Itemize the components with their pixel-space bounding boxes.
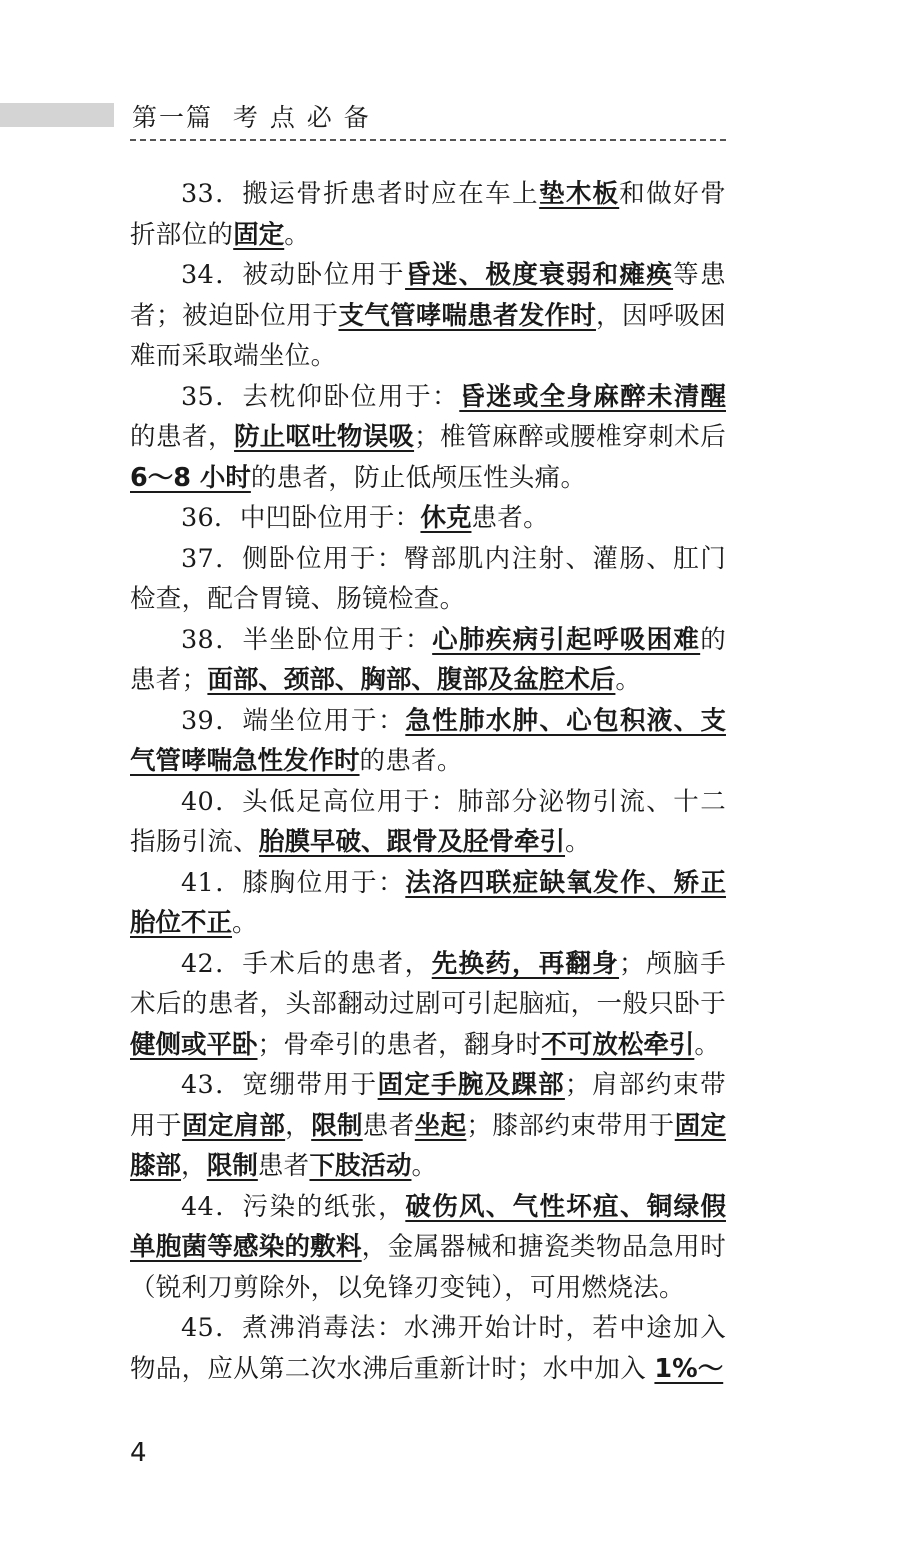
body-text: 33．搬运骨折患者时应在车上	[181, 179, 540, 209]
body-text: 39．端坐位用于：	[181, 705, 406, 736]
page-number: 4	[130, 1438, 147, 1468]
body-text: 患者	[362, 1110, 415, 1141]
body-text: 36．中凹卧位用于：	[181, 503, 421, 533]
body-text: ，	[181, 1151, 207, 1181]
body-text: ；椎管麻醉或腰椎穿刺术后	[414, 422, 726, 452]
body-text: 44．污染的纸张，	[181, 1191, 406, 1222]
body-text: 34．被动卧位用于	[181, 260, 406, 290]
key-term: 休克	[420, 503, 472, 533]
key-term: 限制	[311, 1110, 363, 1141]
key-term: 固定膝部	[130, 1110, 726, 1181]
body-text: 37．侧卧位用于：臀部肌内注射、灌肠、肛门检查，配合胃镜、肠镜检查。	[130, 543, 726, 614]
body-text: 。	[411, 1151, 438, 1181]
item-paragraph	[130, 1065, 726, 1187]
key-term: 垫木板	[539, 179, 620, 209]
body-text: 41．膝胸位用于：	[181, 867, 406, 898]
content-body	[130, 174, 726, 1389]
body-text: 和做好骨折部位的	[130, 179, 726, 250]
item-paragraph	[130, 1308, 726, 1389]
key-term: 下肢活动	[309, 1151, 412, 1181]
key-term: 6～8 小时	[130, 462, 251, 493]
body-text: ，	[285, 1110, 312, 1141]
page-header-title: 第一篇 考 点 必 备	[132, 103, 371, 132]
header-dashed-divider	[130, 139, 726, 141]
body-text: 。	[615, 665, 642, 695]
body-text: 患者。	[471, 503, 549, 533]
key-term: 破伤风、气性坏疽、铜绿假单胞菌等感染的敷料	[130, 1191, 726, 1262]
item-paragraph	[130, 944, 726, 1066]
item-paragraph	[130, 174, 726, 255]
key-term: 急性肺水肿、心包积液、支气管哮喘急性发作时	[130, 705, 726, 776]
body-text: 的患者，防止低颅压性头痛。	[250, 462, 587, 493]
item-paragraph	[130, 255, 726, 377]
key-term: 胎膜早破、跟骨及胫骨牵引	[259, 827, 566, 857]
body-text: 。	[284, 219, 311, 250]
body-text: 等患者；被迫卧位用于	[130, 260, 726, 331]
item-paragraph	[130, 498, 726, 539]
key-term: 面部、颈部、胸部、腹部及盆腔术后	[207, 665, 616, 695]
body-text: 45．煮沸消毒法：水沸开始计时，若中途加入物品，应从第二次水沸后重新计时；水中加入	[130, 1313, 726, 1384]
body-text: 的患者。	[359, 746, 463, 776]
key-term: 固定手腕及踝部	[377, 1070, 565, 1100]
key-term: 支气管哮喘患者发作时	[338, 300, 596, 331]
item-paragraph	[130, 782, 726, 863]
item-paragraph	[130, 863, 726, 944]
body-text: 38．半坐卧位用于：	[181, 624, 433, 655]
item-paragraph	[130, 701, 726, 782]
item-paragraph	[130, 1187, 726, 1309]
body-text: 患者	[257, 1151, 310, 1181]
key-term: 心肺疾病引起呼吸困难	[432, 624, 701, 655]
key-term: 先换药，再翻身	[431, 948, 620, 979]
key-term: 不可放松牵引	[541, 1029, 695, 1060]
key-term: 坐起	[414, 1110, 467, 1141]
body-text: ；肩部约束带用于	[130, 1070, 726, 1141]
body-text: 的患者，	[130, 422, 235, 452]
body-text: 。	[694, 1029, 721, 1060]
key-term: 固定	[233, 219, 285, 250]
body-text: 。	[232, 908, 258, 938]
item-paragraph	[130, 620, 726, 701]
key-term: 1%～	[654, 1353, 724, 1384]
body-text: 35．去枕仰卧位用于：	[181, 381, 460, 412]
body-text: 。	[565, 827, 591, 857]
key-term: 昏迷、极度衰弱和瘫痪	[405, 260, 674, 290]
key-term: 健侧或平卧	[130, 1029, 258, 1060]
key-term: 限制	[206, 1151, 258, 1181]
body-text: ；膝部约束带用于	[466, 1110, 675, 1141]
body-text: 43．宽绷带用于	[181, 1070, 378, 1100]
body-text: ；颅脑手术后的患者，头部翻动过剧可引起脑疝，一般只卧于	[130, 948, 726, 1019]
header-tab-band	[0, 103, 114, 127]
key-term: 防止呕吐物误吸	[234, 422, 415, 452]
body-text: ，因呼吸困难而采取端坐位。	[130, 300, 726, 371]
key-term: 固定肩部	[182, 1110, 286, 1141]
item-paragraph	[130, 377, 726, 499]
body-text: 40．头低足高位用于：肺部分泌物引流、十二指肠引流、	[130, 786, 726, 857]
item-paragraph	[130, 539, 726, 620]
body-text: ，金属器械和搪瓷类物品急用时（锐利刀剪除外，以免锋刃变钝），可用燃烧法。	[130, 1232, 726, 1303]
body-text: ；骨牵引的患者，翻身时	[257, 1029, 542, 1060]
body-text: 的患者；	[130, 624, 726, 695]
key-term: 法洛四联症缺氧发作、矫正胎位不正	[130, 867, 726, 938]
key-term: 昏迷或全身麻醉未清醒	[459, 381, 726, 412]
body-text: 42．手术后的患者，	[181, 948, 432, 979]
